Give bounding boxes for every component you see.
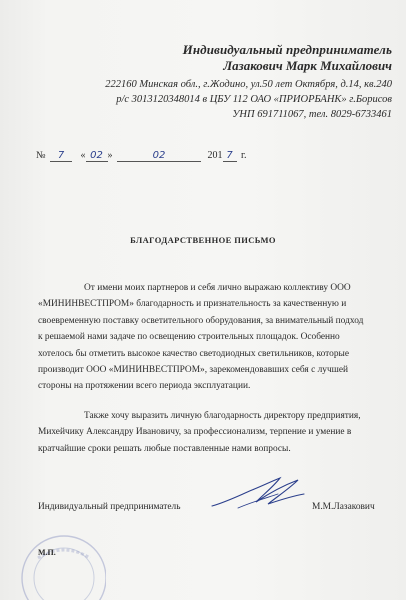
day-close-quote: » <box>107 150 113 161</box>
paragraph-gratitude <box>38 280 382 395</box>
header-address: 222160 Минская обл., г.Жодино, ул.50 лет Октября, д.14, кв.240 <box>105 79 392 90</box>
header-bank: р/с 3013120348014 в ЦБУ 112 ОАО «ПРИОРБАНК» г.Борисов <box>116 94 392 105</box>
number-value: 7 <box>50 151 72 162</box>
stamp-label: М.П. <box>38 548 56 557</box>
paragraph-line: стороны на протяжении всего периода эксплуатации. <box>38 381 251 392</box>
paragraph-line: «МИНИНВЕСТПРОМ» благодарность и признательность за качественную и <box>38 299 347 310</box>
paragraph-line: От имени моих партнеров и себя лично выражаю коллективу ООО <box>84 283 351 293</box>
day-value: 02 <box>86 151 108 162</box>
paragraph-line: своевременную поставку осветительного оборудования, за внимательный подход <box>38 315 364 326</box>
paragraph-line: Также хочу выразить личную благодарность директору предприятия, <box>84 411 361 421</box>
header-title: Индивидуальный предприниматель <box>182 42 392 57</box>
paragraph-line: хотелось бы отметить высокое качество светодиодных светильников, которые <box>38 348 349 359</box>
paragraph-director <box>38 408 382 457</box>
letter-title: БЛАГОДАРСТВЕННОЕ ПИСЬМО <box>130 235 276 245</box>
handwritten-signature <box>208 472 308 516</box>
year-prefix: 201 <box>207 150 223 161</box>
round-stamp-seal <box>14 528 106 600</box>
header-tax-phone: УНП 691711067, тел. 8029-6733461 <box>232 109 392 120</box>
paragraph-line: производит ООО «МИНИНВЕСТПРОМ», зарекомендовавших себя с лучшей <box>38 365 349 376</box>
paragraph-line: Михейчику Александру Ивановичу, за профессионализм, терпение и умение в <box>38 427 352 438</box>
number-label: № <box>36 150 46 161</box>
document-number-date <box>36 150 247 162</box>
header-name: Лазакович Марк Михайлович <box>223 58 392 73</box>
paragraph-line: к решаемой нами задаче по освещению строительных площадок. Особенно <box>38 332 340 343</box>
year-suffix: г. <box>241 150 247 161</box>
signature-role: Индивидуальный предприниматель <box>38 502 181 512</box>
month-value: 02 <box>117 151 201 162</box>
paragraph-line: кратчайшие сроки решать любые поставленные нами вопросы. <box>38 443 291 454</box>
signature-name: М.М.Лазакович <box>312 502 375 512</box>
year-value: 7 <box>223 151 237 162</box>
day-open-quote: « <box>80 150 86 161</box>
